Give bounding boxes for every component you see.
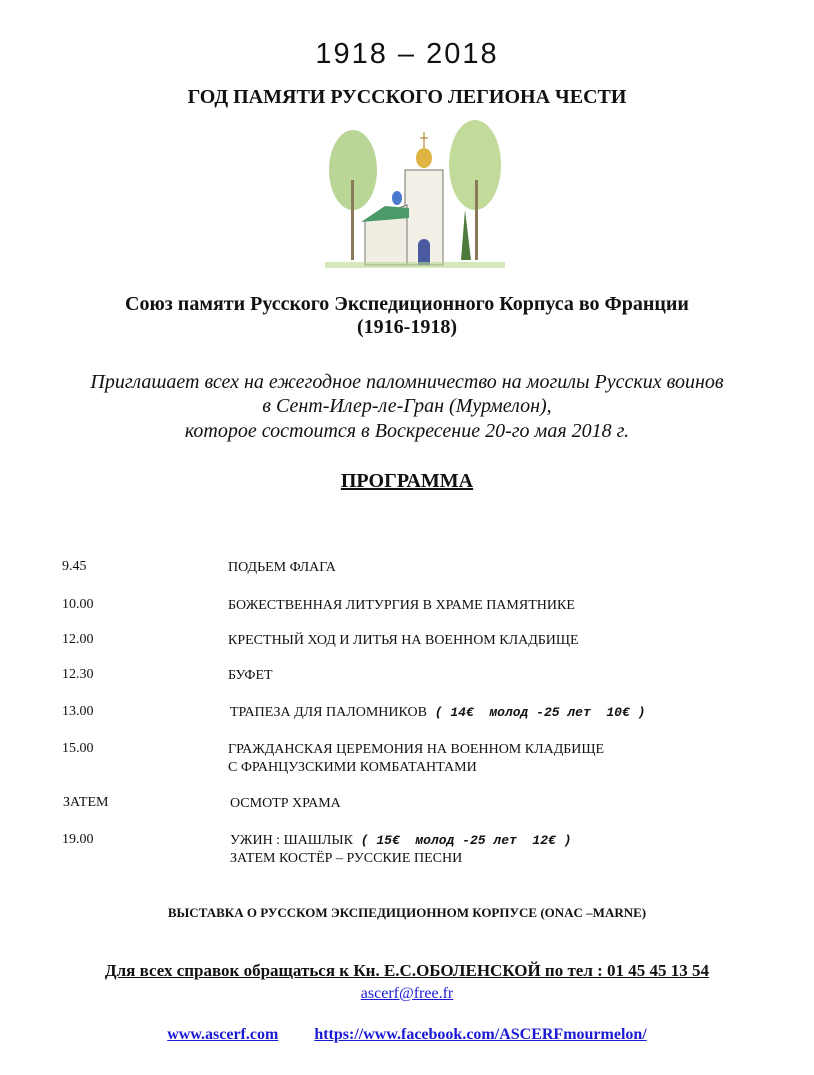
price-note: ( 15€ молод -25 лет 12€ ) (352, 833, 572, 848)
activity-text: С ФРАНЦУЗСКИМИ КОМБАТАНТАМИ (228, 760, 477, 775)
schedule-time: 9.45 (62, 559, 87, 574)
email-link[interactable]: ascerf@free.fr (360, 985, 454, 1002)
church-illustration (325, 110, 505, 268)
schedule-activity (230, 704, 645, 722)
facebook-link[interactable]: https://www.facebook.com/ASCERFmourmelon/ (314, 1026, 647, 1043)
schedule-time: 10.00 (62, 597, 94, 612)
schedule-activity: БОЖЕСТВЕННАЯ ЛИТУРГИЯ В ХРАМЕ ПАМЯТНИКЕ (228, 598, 575, 613)
schedule-time: 15.00 (62, 741, 94, 756)
organization-years: (1916-1918) (357, 316, 457, 338)
schedule-time: 19.00 (62, 832, 94, 847)
schedule-time: ЗАТЕМ (63, 795, 109, 810)
links-row (0, 1026, 814, 1044)
page-title: 1918 – 2018 (315, 38, 499, 70)
schedule-activity: ПОДЬЕМ ФЛАГА (228, 560, 336, 575)
organization-name: Союз памяти Русского Экспедиционного Корпуса во Франции (125, 293, 689, 315)
schedule-activity (230, 832, 571, 868)
schedule-activity: ОСМОТР ХРАМА (230, 796, 341, 811)
schedule-activity: БУФЕТ (228, 668, 273, 683)
activity-text: УЖИН : ШАШЛЫК (230, 833, 353, 848)
invitation-line: в Сент-Илер-ле-Гран (Мурмелон), (262, 395, 552, 417)
activity-text: ГРАЖДАНСКАЯ ЦЕРЕМОНИЯ НА ВОЕННОМ КЛАДБИЩЕ (228, 742, 605, 757)
program-heading: ПРОГРАММА (340, 470, 474, 492)
invitation-line: Приглашает всех на ежегодное паломничество на могилы Русских воинов (90, 371, 724, 393)
schedule-activity (228, 741, 604, 777)
invitation-line: которое состоится в Воскресение 20-го мая 2018 г. (184, 420, 630, 442)
email-row (0, 985, 814, 1003)
schedule-time: 13.00 (62, 704, 94, 719)
website-link[interactable]: www.ascerf.com (167, 1026, 279, 1043)
schedule-time: 12.00 (62, 632, 94, 647)
schedule-time: 12.30 (62, 667, 94, 682)
activity-text: ТРАПЕЗА ДЛЯ ПАЛОМНИКОВ (230, 705, 427, 720)
activity-text: ЗАТЕМ КОСТЁР – РУССКИЕ ПЕСНИ (230, 851, 463, 866)
contact-info: Для всех справок обращаться к Кн. Е.С.ОБОЛЕНСКОЙ по тел : 01 45 45 13 54 (104, 961, 710, 980)
page-subtitle: ГОД ПАМЯТИ РУССКОГО ЛЕГИОНА ЧЕСТИ (187, 86, 627, 108)
exhibition-note: ВЫСТАВКА О РУССКОМ ЭКСПЕДИЦИОННОМ КОРПУСЕ (ONAC –MARNE) (167, 905, 647, 920)
price-note: ( 14€ молод -25 лет 10€ ) (426, 705, 646, 720)
schedule-activity: КРЕСТНЫЙ ХОД И ЛИТЬЯ НА ВОЕННОМ КЛАДБИЩЕ (228, 633, 579, 648)
